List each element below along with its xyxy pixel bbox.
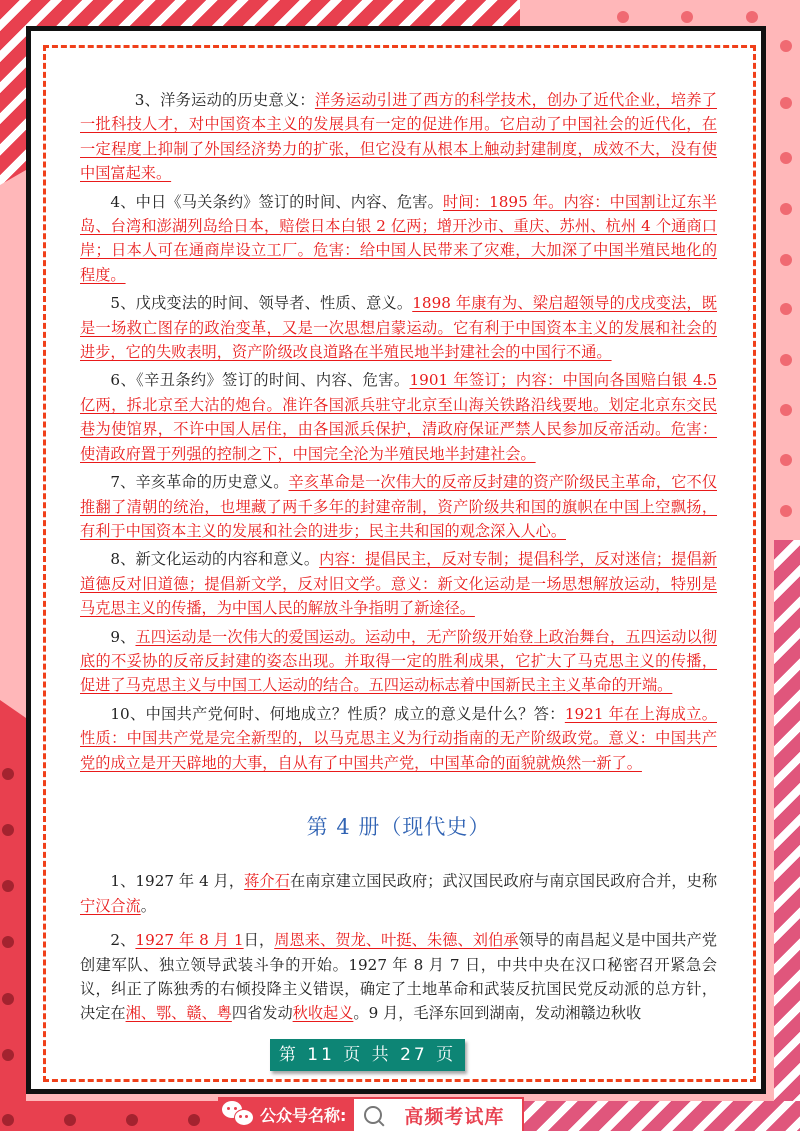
key-term: 蒋介石: [244, 872, 290, 891]
decorative-dot: [780, 203, 792, 215]
wechat-icon: [222, 1099, 256, 1129]
body-text: 2、: [110, 931, 136, 950]
question-10: [80, 702, 717, 775]
question-8: [80, 547, 717, 620]
decorative-dot: [617, 11, 629, 23]
question-6: [80, 368, 717, 466]
answer-text: 辛亥革命是一次伟大的反帝反封建的资产阶级民主革命，它不仅推翻了清朝的统治，也埋藏了两千多年的封建帝制，资产阶级共和国的旗帜在中国上空飘扬，有利于中国资本主义的发展和社会的进步；民主共和国的观念深入人心。: [80, 473, 717, 540]
question-text: 5、戊戌变法的时间、领导者、性质、意义。: [110, 294, 413, 313]
document-body: [80, 88, 717, 1030]
decorative-pink-top-right: [520, 0, 800, 28]
decorative-dot: [746, 11, 758, 23]
decorative-dot: [780, 354, 792, 366]
decorative-dot: [2, 1049, 14, 1061]
decorative-dot: [780, 254, 792, 266]
item-2: [80, 928, 717, 1026]
body-text: 日，: [243, 931, 275, 950]
question-4: [80, 190, 717, 288]
decorative-dot: [2, 880, 14, 892]
answer-text: 1898 年康有为、梁启超领导的戊戌变法，既是一场救亡图存的政治变革，又是一次思想启蒙运动。它有利于中国资本主义的发展和社会的进步，它的失败表明，资产阶级改良道路在半殖民地半封建社会的中国行不通。: [80, 294, 717, 362]
footer-label: 公众号名称:: [260, 1105, 347, 1125]
question-text: 8、新文化运动的内容和意义。: [110, 550, 320, 569]
key-term: 湘、鄂、赣、粤: [125, 1004, 232, 1023]
decorative-dot: [188, 1114, 200, 1126]
section-title: 第 4 册（现代史）: [306, 814, 491, 839]
body-text: 。9 月，毛泽东回到湖南，发动湘赣边秋收: [353, 1004, 642, 1023]
footer-banner: [218, 1097, 524, 1131]
answer-text: 洋务运动引进了西方的科学技术，创办了近代企业，培养了一批科技人才，对中国资本主义的发展具有一定的促进作用。它启动了中国社会的近代化，在一定程度上抑制了外国经济势力的扩张，但它没有从根本上触动封建制度，成效不大，没有使中国富起来。: [80, 91, 717, 183]
decorative-dot: [780, 303, 792, 315]
question-9: [80, 625, 717, 698]
account-name: 高频考试库: [404, 1105, 505, 1128]
decorative-dot: [2, 768, 14, 780]
question-text: 9、: [110, 627, 136, 646]
key-term: 秋收起义: [292, 1004, 354, 1023]
body-text: 领导的南昌起义是中国共产党创建军队、独立领导武装斗争的开始。1927 年 8 月 7 日，中共中央在汉口秘密召开紧急会议，纠正了陈独秀的右倾投降主义错误，确定了土地革命和武装反抗国民党反动派的总方针，决定在: [80, 931, 718, 1023]
decorative-dot: [2, 936, 14, 948]
decorative-dot: [780, 404, 792, 416]
decorative-dot: [2, 993, 14, 1005]
decorative-dot: [2, 1114, 14, 1126]
key-term: 周恩来、贺龙、叶挺、朱德、刘伯承: [274, 931, 519, 950]
answer-text: 1901 年签订；内容：中国向各国赔白银 4.5 亿两，拆北京至大沽的炮台。准许各国派兵驻守北京至山海关铁路沿线要地。划定北京东交民巷为使馆界，不许中国人居住，由各国派兵保护，清政府保证严禁人民参加反帝活动。危害：使清政府置于列强的控制之下，中国完全沦为半殖民地半封建社会。: [80, 371, 717, 463]
decorative-dot: [126, 1114, 138, 1126]
key-term: 1927 年 8 月 1: [135, 931, 244, 950]
footer-label-box: [218, 1097, 352, 1131]
answer-text: 五四运动是一次伟大的爱国运动。运动中，无产阶级开始登上政治舞台，五四运动以彻底的不妥协的反帝反封建的姿态出现。并取得一定的胜利成果，它扩大了马克思主义的传播，促进了马克思主义与中国工人运动的结合。五四运动标志着中国新民主主义革命的开端。: [80, 627, 717, 695]
decorative-dot: [780, 454, 792, 466]
decorative-dot: [64, 1114, 76, 1126]
key-term: 宁汉合流: [80, 896, 141, 915]
body-text: 四省发动: [231, 1004, 293, 1023]
question-text: 6、《辛丑条约》签订的时间、内容、危害。: [110, 371, 410, 390]
decorative-dot: [780, 40, 792, 52]
body-text: 在南京建立国民政府；武汉国民政府与南京国民政府合并，史称: [289, 872, 718, 891]
question-text: 4、中日《马关条约》签订的时间、内容、危害。: [110, 192, 443, 211]
item-1: [80, 869, 717, 918]
question-3: [80, 88, 717, 186]
decorative-stripes-right: [774, 540, 800, 1131]
decorative-stripes-left: [0, 0, 26, 185]
question-text: 10、中国共产党何时、何地成立？性质？成立的意义是什么？答：: [110, 704, 565, 723]
decorative-dot: [780, 505, 792, 517]
decorative-red-left: [0, 700, 26, 1131]
answer-text: 时间：1895 年。内容：中国割让辽东半岛、台湾和澎湖列岛给日本，赔偿日本白银 2 亿两；增开沙市、重庆、苏州、杭州 4 个通商口岸；日本人可在通商岸设立工厂。危害：给中国人民带来了灾难，大加深了中国半殖民地化的程度。: [80, 192, 717, 284]
decorative-dot: [780, 97, 792, 109]
search-icon: [364, 1106, 382, 1124]
body-text: 1、1927 年 4 月，: [110, 872, 245, 891]
question-text: 7、辛亥革命的历史意义。: [110, 473, 289, 492]
question-5: [80, 291, 717, 364]
decorative-dot: [2, 824, 14, 836]
question-text: 3、洋务运动的历史意义：: [134, 91, 315, 109]
answer-text: 1921 年在上海成立。性质：中国共产党是完全新型的，以马克思主义为行动指南的无产阶级政党。意义：中国共产党的成立是开天辟地的大事，自从有了中国共产党，中国革命的面貌就焕然一新了。: [80, 704, 717, 772]
body-text: 。: [140, 896, 156, 915]
question-7: [80, 470, 717, 543]
answer-text: 内容：提倡民主，反对专制；提倡科学，反对迷信；提倡新道德反对旧道德；提倡新文学，反对旧文学。意义：新文化运动是一场思想解放运动，特别是马克思主义的传播，为中国人民的解放斗争指明了新途径。: [80, 550, 717, 618]
account-search-box: [352, 1097, 524, 1131]
decorative-dot: [780, 152, 792, 164]
page-number-badge: 第 11 页 共 27 页: [270, 1039, 465, 1071]
decorative-dot: [681, 11, 693, 23]
